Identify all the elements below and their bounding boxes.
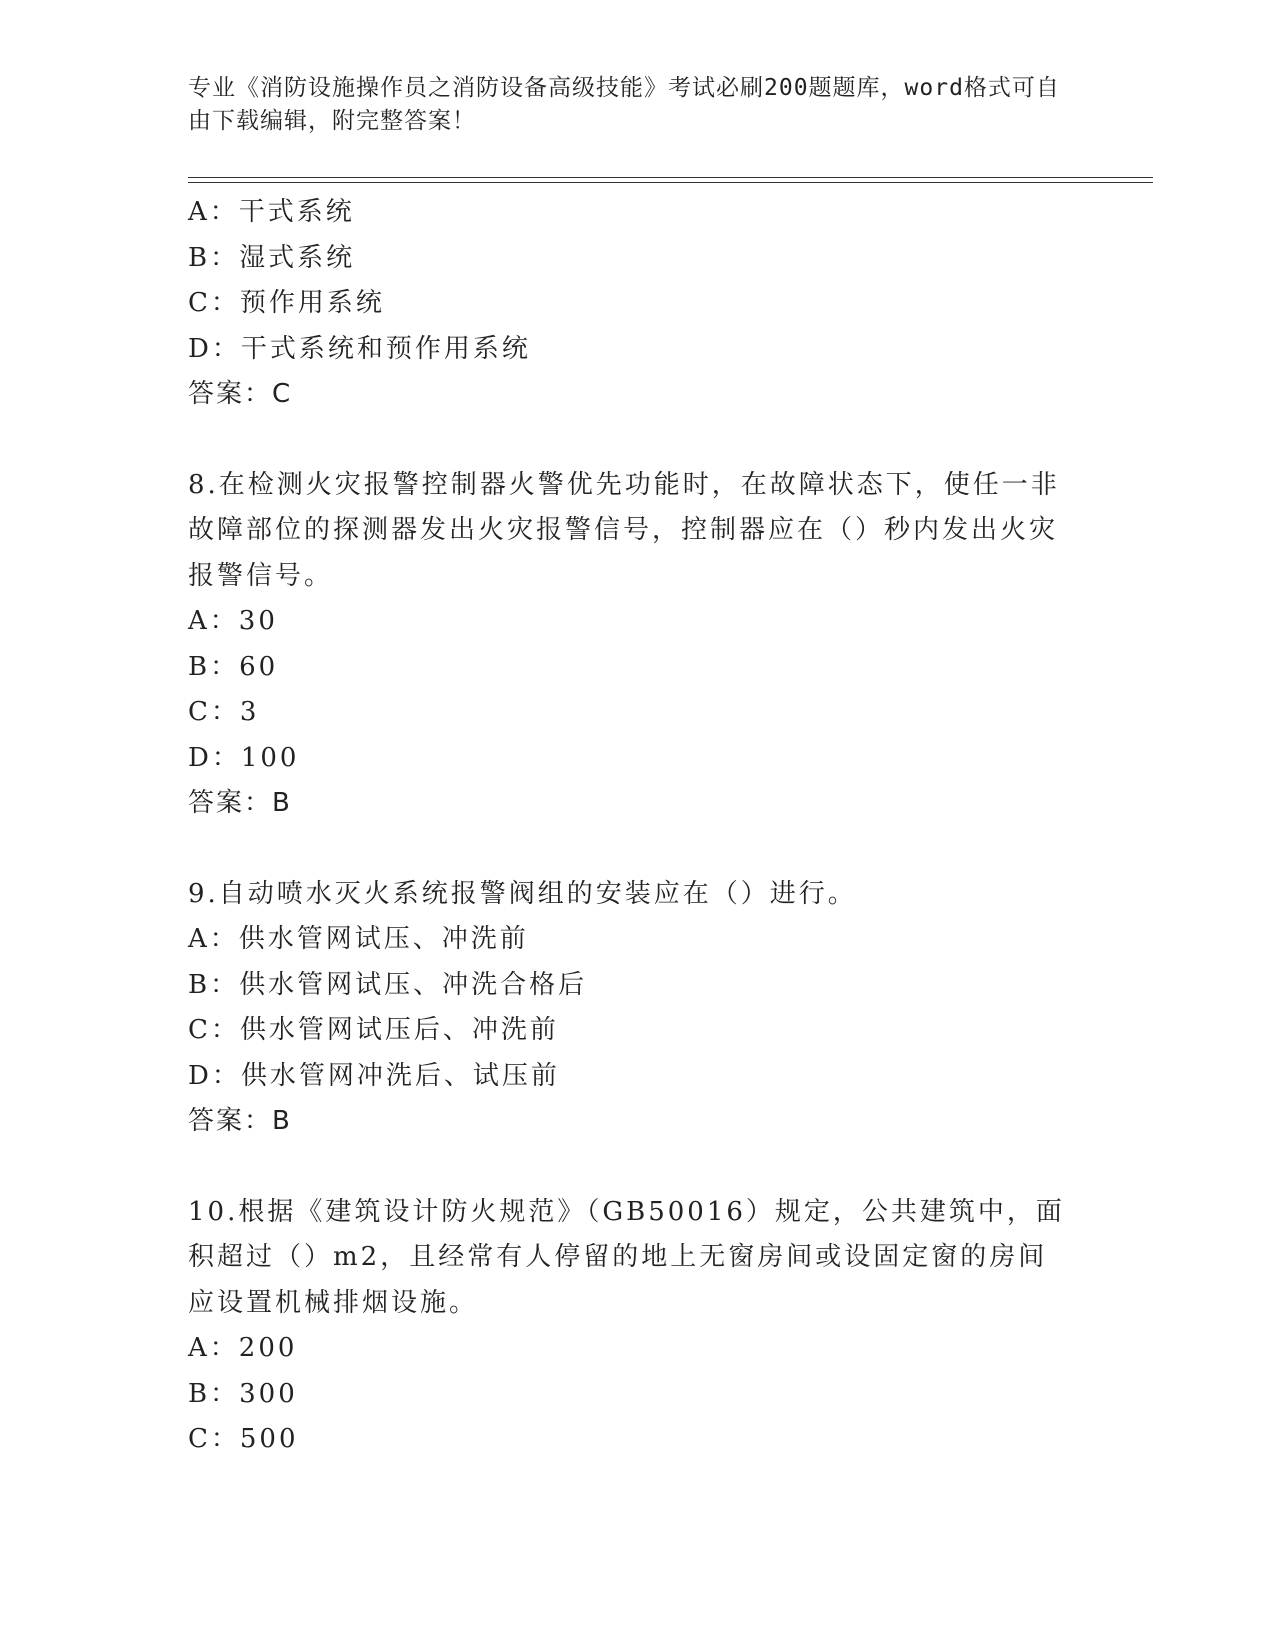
option-d: D：100: [188, 742, 300, 773]
option-b: B：300: [188, 1378, 298, 1409]
header-rule-bottom: [188, 182, 1153, 183]
question-text: 8.在检测火灾报警控制器火警优先功能时，在故障状态下，使任一非故障部位的探测器发出火灾报警信号，控制器应在（）秒内发出火灾报警信号。: [188, 469, 1060, 591]
option-a: A：供水管网试压、冲洗前: [188, 924, 529, 954]
option-b: B：供水管网试压、冲洗合格后: [188, 969, 588, 1000]
option-d: D：干式系统和预作用系统: [188, 333, 531, 364]
option-a: A：30: [188, 606, 278, 636]
option-b: B：湿式系统: [188, 242, 356, 273]
question-list: [188, 190, 1068, 1463]
option-b: B：60: [188, 651, 279, 682]
answer-line: 答案：B: [188, 1106, 292, 1136]
header-rule-top: [188, 177, 1153, 178]
question-text: 10.根据《建筑设计防火规范》（GB50016）规定，公共建筑中，面积超过（）m2，且经常有人停留的地上无窗房间或设固定窗的房间应设置机械排烟设施。: [188, 1196, 1065, 1318]
answer-line: 答案：C: [188, 379, 293, 409]
option-c: C：预作用系统: [188, 288, 385, 318]
question-block-9: [188, 872, 1068, 1145]
spacer: [188, 418, 1068, 463]
document-header: 专业《消防设施操作员之消防设备高级技能》考试必刷200题题库，word格式可自由下载编辑，附完整答案！: [188, 75, 1060, 134]
option-a: A：干式系统: [188, 197, 355, 227]
option-c: C：3: [188, 697, 260, 727]
option-d: D：供水管网冲洗后、试压前: [188, 1060, 560, 1091]
option-c: C：供水管网试压后、冲洗前: [188, 1015, 559, 1045]
spacer: [188, 827, 1068, 872]
question-text: 9.自动喷水灭火系统报警阀组的安装应在（）进行。: [188, 878, 857, 909]
question-block-8: [188, 463, 1068, 827]
option-c: C：500: [188, 1424, 299, 1454]
question-block-7: [188, 190, 1068, 418]
question-block-10: [188, 1190, 1068, 1463]
option-a: A：200: [188, 1333, 298, 1363]
spacer: [188, 1145, 1068, 1190]
answer-line: 答案：B: [188, 788, 292, 818]
